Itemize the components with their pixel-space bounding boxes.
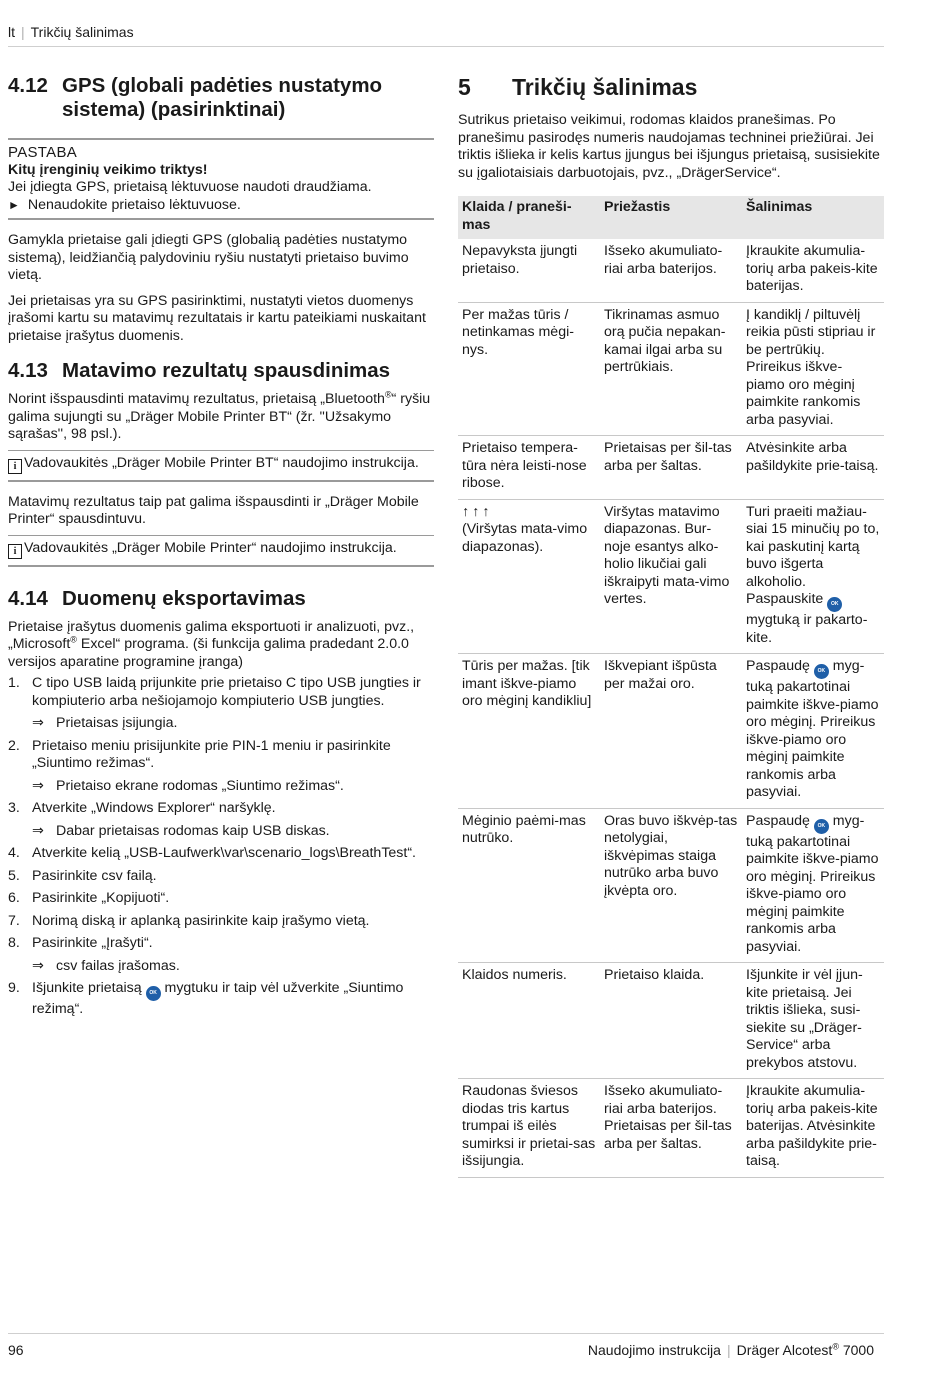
info-icon: i [8, 459, 22, 474]
table-cell: Mėginio paėmi-mas nutrūko. [458, 808, 600, 963]
step-text: Pasirinkite csv failą. [32, 867, 157, 884]
table-row [458, 239, 884, 302]
ok-button-icon: OK [146, 986, 161, 1001]
step-text: Prietaiso meniu prisijunkite prie PIN-1 meniu ir pasirinkite „Siuntimo režimas“. [32, 737, 391, 771]
list-item [8, 868, 434, 886]
table-row [458, 436, 884, 500]
chapter-title: Trikčių šalinimas [512, 74, 698, 100]
text: mygtuką ir pakarto-kite. [746, 612, 868, 646]
text: Norint išspausdinti matavimų rezultatus, prietaisą „Bluetooth [8, 391, 385, 407]
note-title: PASTABA [8, 144, 78, 161]
step-number: 8. [8, 935, 20, 951]
step-number: 7. [8, 912, 20, 929]
info-text: Vadovaukitės „Dräger Mobile Printer“ naudojimo instrukcija. [24, 539, 397, 556]
note-action [8, 197, 434, 215]
table-cell: Prietaiso tempera-tūra nėra leisti-nose ribose. [458, 436, 600, 500]
right-column [458, 74, 884, 1178]
column-header-remedy: Šalinimas [742, 196, 884, 239]
paragraph: Jei prietaisas yra su GPS pasirinktimi, nustatyti vietos duomenys įrašomi kartu su matavimų rezultatais ir kartu pateikiami nuskaitant prietaise įrašytus duomenis. [8, 292, 426, 344]
table-row [458, 654, 884, 809]
result-text: Prietaiso ekrane rodomas „Siuntimo režimas“. [56, 777, 344, 794]
chapter-intro: Sutrikus prietaiso veikimui, rodomas klaidos pranešimas. Po pranešimu pasirodęs numeris naudojamas techninei priežiūrai. Jei triktis išlieka ir kelis kartus įjungus bei išjungus prietaisą, susisiekite su įgaliotaisiais darbuotojais, pvz., „DrägerService“. [458, 112, 880, 181]
step-number: 2. [8, 737, 20, 754]
table-cell: Išjunkite ir vėl įjun-kite prietaisą. Jei triktis išlieka, susi-siekite su „Dräger-Service“ arba prekybos atstovu. [742, 963, 884, 1079]
table-cell: Įkraukite akumulia-torių arba pakeis-kite baterijas. [742, 239, 884, 302]
result-arrow-icon: ⇒ [32, 715, 44, 731]
table-cell: Išseko akumuliato-riai arba baterijos. Prietaisas per šil-tas arba per šaltas. [600, 1079, 742, 1178]
result-arrow-icon: ⇒ [32, 957, 44, 974]
table-cell: Prietaiso klaida. [600, 963, 742, 1079]
column-header-cause: Priežastis [600, 196, 742, 239]
info-text: Vadovaukitės „Dräger Mobile Printer BT“ naudojimo instrukcija. [24, 454, 419, 471]
page-number: 96 [8, 1342, 24, 1358]
section-number: 4.14 [8, 586, 48, 610]
footer-separator: | [726, 1342, 731, 1358]
table-cell: Klaidos numeris. [458, 963, 600, 1079]
list-item [8, 738, 434, 773]
table-cell: Raudonas šviesos diodas tris kartus trumpai iš eilės sumirksi ir prietai-sas išsijungia. [458, 1079, 600, 1178]
section-4-12-heading [8, 74, 434, 122]
text: Turi praeiti mažiau-siai 15 minučių po to, kai paskutinį kartą buvo išgerta alkoholio. Paspauskite [746, 503, 880, 607]
list-item [8, 980, 434, 1019]
table-cell: Tūris per mažas. [tik imant iškve-piamo oro mėginį kandikliu] [458, 654, 600, 809]
note-action-text: Nenaudokite prietaiso lėktuvuose. [27, 196, 241, 213]
ok-button-icon: OK [814, 664, 829, 679]
table-cell: Išseko akumuliato-riai arba baterijos. [600, 239, 742, 302]
page-footer [8, 1333, 884, 1360]
paragraph: Matavimų rezultatus taip pat galima išspausdinti ir „Dräger Mobile Printer“ spausdintuvu. [8, 493, 419, 527]
step-text: Norimą diską ir aplanką pasirinkite kaip įrašymo vietą. [32, 912, 370, 929]
result-arrow-icon: ⇒ [32, 777, 44, 794]
table-cell: Viršytas matavimo diapazonas. Bur-noje esantys alko-holio likučiai gali iškraipyti mata-vimo vertes. [600, 499, 742, 654]
section-number: 4.13 [8, 359, 48, 382]
list-item [8, 890, 434, 908]
section-title: Duomenų eksportavimas [62, 586, 306, 610]
table-cell: Tikrinamas asmuo orą pučia nepakan-kamai ilgai arba su pertrūkiais. [600, 302, 742, 436]
table-row [458, 302, 884, 436]
section-4-14-heading [8, 587, 434, 611]
step-number: 1. [8, 675, 20, 691]
chapter-5-heading [458, 74, 884, 100]
table-cell: Atvėsinkite arba pašildykite prie-taisą. [742, 436, 884, 500]
table-row [458, 499, 884, 654]
text: Išjunkite prietaisą [32, 980, 146, 996]
brand-name: Dräger Alcotest [736, 1342, 833, 1358]
text: Excel“ programa. (ši funkcija galima pradedant 2.0.0 versijos aparatine programine įranga) [8, 636, 409, 670]
table-cell: Per mažas tūris / netinkamas mėgi-nys. [458, 302, 600, 436]
list-item [8, 800, 434, 818]
table-cell [458, 499, 600, 654]
table-cell: Prietaisas per šil-tas arba per šaltas. [600, 436, 742, 500]
table-cell: Į kandiklį / piltuvėlį reikia pūsti stipriau ir be pertrūkių. Prireikus iškve-piamo oro mėginį paimkite rankomis arba pasyviai. [742, 302, 884, 436]
step-number: 4. [8, 845, 20, 861]
list-item-result [8, 778, 434, 796]
text: Paspaudę [746, 658, 814, 674]
text: myg-tuką pakartotinai paimkite iškve-piamo oro mėginį. Prireikus iškve-piamo oro mėginį paimkite rankomis arba pasyviai. [746, 658, 879, 800]
page-header [8, 24, 884, 47]
list-item [8, 675, 434, 710]
step-number: 6. [8, 890, 20, 906]
step-text: Atverkite kelią „USB-Laufwerk\var\scenario_logs\BreathTest“. [32, 845, 417, 861]
table-header-row [458, 196, 884, 239]
list-item [8, 913, 434, 931]
list-item [8, 845, 434, 863]
table-row [458, 808, 884, 963]
arrow-right-icon: ► [8, 197, 20, 212]
text: Paspaudę [746, 812, 814, 829]
result-arrow-icon: ⇒ [32, 822, 44, 839]
result-text: csv failas įrašomas. [56, 957, 180, 974]
info-box [8, 450, 434, 482]
table-cell: Oras buvo iškvėp-tas netolygiai, iškvėpimas staiga nutrūko arba buvo įkvėpta oro. [600, 808, 742, 963]
ok-button-icon: OK [814, 819, 829, 834]
paragraph [8, 391, 434, 444]
table-cell: Iškvepiant išpūsta per mažai oro. [600, 654, 742, 809]
step-text [32, 980, 434, 1019]
column-header-error: Klaida / praneši-mas [458, 196, 600, 239]
step-number: 5. [8, 867, 20, 884]
header-section: Trikčių šalinimas [30, 24, 134, 40]
table-cell: Nepavyksta įjungti prietaiso. [458, 239, 600, 302]
note-warning: Kitų įrenginių veikimo triktys! [8, 161, 208, 178]
list-item-result [8, 958, 434, 976]
list-item-result [8, 823, 434, 841]
list-item [8, 935, 434, 953]
info-box [8, 535, 434, 567]
text: (Viršytas mata-vimo diapazonas). [462, 521, 588, 555]
list-item-result [8, 715, 434, 733]
text: “ ryšiu galima sujungti su „Dräger Mobile Printer BT“ (žr. ''Užsakymo sąrašas'', 98 psl.). [8, 391, 431, 442]
result-text: Dabar prietaisas rodomas kaip USB diskas. [56, 822, 330, 839]
section-number: 4.12 [8, 74, 48, 97]
table-row [458, 1079, 884, 1178]
info-icon: i [8, 544, 22, 559]
header-separator: | [21, 24, 25, 40]
text: myg-tuką pakartotinai paimkite iškve-piamo oro mėginį. Prireikus iškve-piamo oro mėginį paimkite rankomis arba pasyviai. [746, 812, 879, 955]
up-arrows-icon: ↑↑↑ [462, 503, 493, 520]
document-type: Naudojimo instrukcija [587, 1342, 721, 1358]
note-text: Jei įdiegta GPS, prietaisą lėktuvuose naudoti draudžiama. [8, 179, 372, 195]
footer-document [588, 1342, 874, 1360]
table-cell [742, 654, 884, 809]
model-name: 7000 [842, 1342, 874, 1358]
ok-button-icon: OK [827, 597, 842, 612]
text: mygtuku ir taip vėl užverkite „Siuntimo režimą“. [32, 980, 404, 1017]
registered-mark: ® [384, 389, 392, 400]
text: Prietaise įrašytus duomenis galima eksportuoti ir analizuoti, pvz., „Microsoft [8, 618, 415, 652]
table-cell [742, 808, 884, 963]
section-title: GPS (globali padėties nustatymo sistema) (pasirinktinai) [62, 74, 383, 121]
step-number: 9. [8, 980, 20, 996]
step-text: C tipo USB laidą prijunkite prie prietaiso C tipo USB jungties ir kompiuterio arba nešiojamojo kompiuterio USB jungties. [32, 675, 421, 709]
table-cell: Įkraukite akumulia-torių arba pakeis-kite baterijas. Atvėsinkite arba pašildykite prie-taisą. [742, 1079, 884, 1178]
registered-mark: ® [832, 1341, 839, 1352]
left-column [8, 74, 434, 1024]
table-row [458, 963, 884, 1079]
table-cell [742, 499, 884, 654]
section-4-13-heading [8, 359, 434, 383]
step-text: Pasirinkite „Įrašyti“. [32, 935, 153, 951]
caution-note [8, 138, 434, 220]
result-text: Prietaisas įsijungia. [56, 715, 178, 731]
paragraph [8, 619, 434, 672]
step-number: 3. [8, 800, 20, 816]
registered-mark: ® [70, 634, 77, 645]
step-text: Pasirinkite „Kopijuoti“. [32, 890, 170, 906]
troubleshooting-table [458, 196, 884, 1178]
step-text: Atverkite „Windows Explorer“ naršyklę. [32, 800, 276, 816]
section-title: Matavimo rezultatų spausdinimas [62, 359, 391, 382]
export-steps [8, 675, 434, 1019]
header-language: lt [8, 24, 15, 40]
paragraph: Gamykla prietaise gali įdiegti GPS (globalią padėties nustatymo sistemą), leidžiančią palydoviniu ryšiu nustatyti prietaiso buvimo vietą. [8, 232, 409, 283]
chapter-number: 5 [458, 74, 471, 100]
